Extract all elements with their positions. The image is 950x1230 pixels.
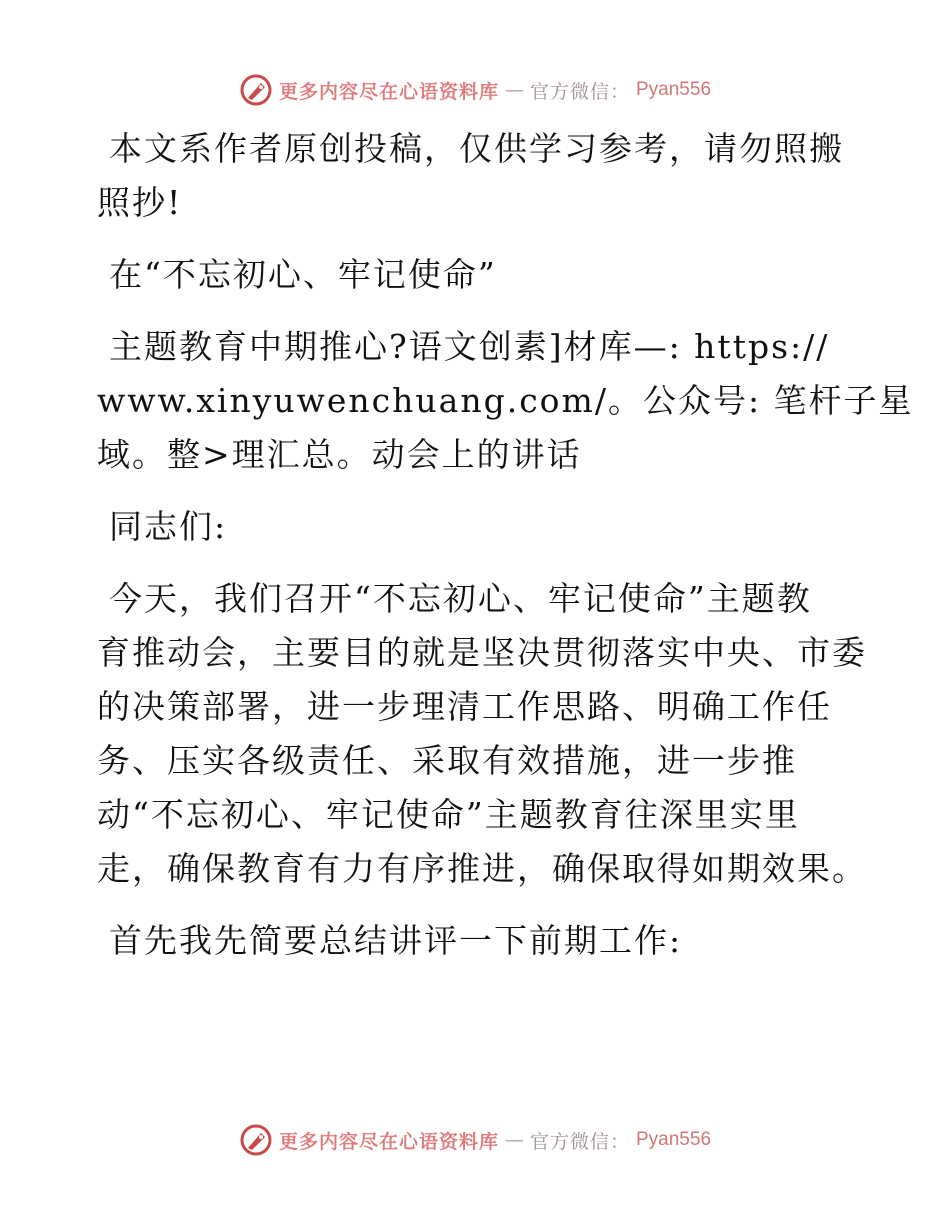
paragraph-line: 育推动会，主要目的就是坚决贯彻落实中央、市委	[97, 633, 867, 672]
paragraph-line: 域。整>理汇总。动会上的讲话	[97, 435, 582, 474]
paragraph-line: 同志们:	[109, 507, 228, 546]
watermark-dash: —	[504, 79, 524, 101]
paragraph-salutation	[97, 500, 857, 554]
paragraph-line: 的决策部署，进一步理清工作思路、明确工作任	[97, 687, 832, 726]
paragraph-line: 务、压实各级责任、采取有效措施，进一步推	[97, 741, 797, 780]
watermark-main-text: 更多内容尽在心语资料库	[278, 80, 499, 103]
paragraph-line: 本文系作者原创投稿，仅供学习参考，请勿照搬	[109, 129, 844, 168]
header-watermark	[0, 72, 950, 108]
paragraph-title-1	[97, 248, 857, 302]
paragraph-summary-lead	[97, 914, 857, 968]
watermark-wechat-id: Pyan556	[636, 1129, 712, 1150]
watermark-main-text: 更多内容尽在心语资料库	[278, 1130, 499, 1153]
pen-nib-logo-icon	[239, 1123, 273, 1157]
paragraph-line: 今天，我们召开“不忘初心、牢记使命”主题教	[109, 579, 812, 618]
watermark-wechat-id: Pyan556	[636, 79, 712, 100]
watermark-label: 官方微信：	[529, 1130, 630, 1153]
pen-nib-logo-icon	[239, 73, 273, 107]
footer-watermark	[0, 1122, 950, 1158]
watermark-label: 官方微信：	[529, 80, 630, 103]
paragraph-line: 动“不忘初心、牢记使命”主题教育往深里实里	[97, 795, 800, 834]
paragraph-line: www.xinyuwenchuang.com/。公众号: 笔杆子星	[97, 381, 914, 420]
paragraph-line: 在“不忘初心、牢记使命”	[109, 255, 497, 294]
document-body	[97, 122, 914, 986]
paragraph-line: 首先我先简要总结讲评一下前期工作:	[109, 921, 683, 960]
paragraph-intro	[97, 572, 867, 896]
paragraph-title-2	[97, 320, 914, 482]
paragraph-line: 走，确保教育有力有序推进，确保取得如期效果。	[97, 849, 867, 888]
watermark-dash: —	[504, 1129, 524, 1151]
paragraph-notice	[97, 122, 857, 230]
paragraph-line: 照抄!	[97, 183, 183, 222]
paragraph-line: 主题教育中期推心?语文创素]材库—: https://	[109, 327, 830, 366]
